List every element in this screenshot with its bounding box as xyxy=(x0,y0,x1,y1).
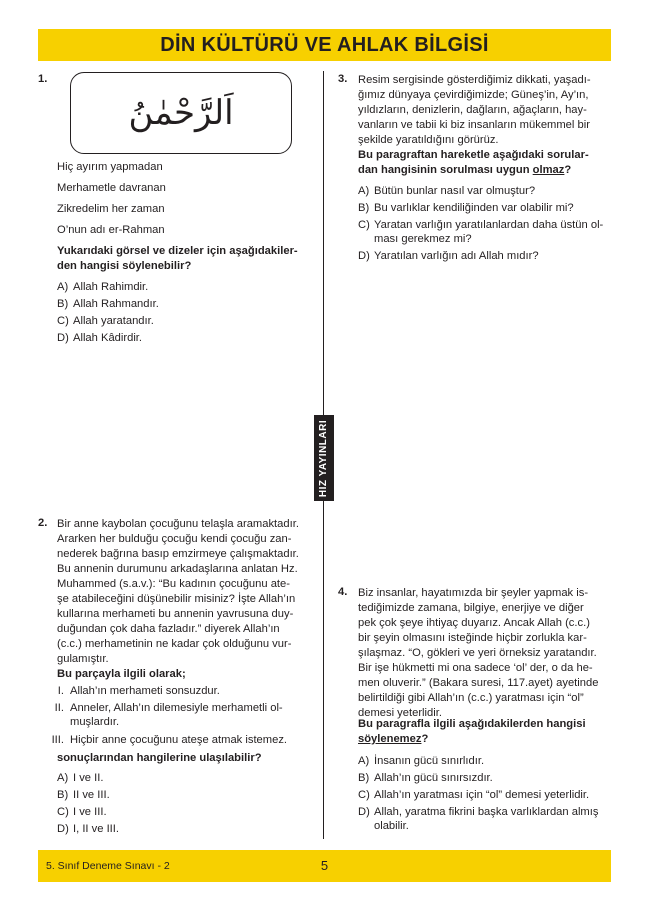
option-label: C) xyxy=(358,219,370,231)
option-text: Yaratılan varlığın adı Allah mıdır? xyxy=(374,250,539,262)
q2-statement-2-cont: muşlardır. xyxy=(70,716,120,728)
option-label: B) xyxy=(57,789,69,801)
q1-stem-line: Yukarıdaki görsel ve dizeler için aşağıdakiler- xyxy=(57,245,298,257)
page-number: 5 xyxy=(320,858,329,873)
q3-option-a[interactable] xyxy=(358,184,535,199)
q2-option-c[interactable] xyxy=(57,805,107,820)
q1-stem-line: den hangisi söylenebilir? xyxy=(57,260,192,272)
exam-name: 5. Sınıf Deneme Sınavı - 2 xyxy=(46,860,170,872)
q2-passage-line: duğundan çok daha fazladır.” diyerek Allah’ın xyxy=(57,623,280,635)
q2-passage xyxy=(57,517,312,667)
page-footer xyxy=(38,850,611,882)
q4-number: 4. xyxy=(338,586,348,598)
q1-option-a[interactable] xyxy=(57,280,148,295)
option-label: D) xyxy=(358,250,370,262)
q1-arabic-box xyxy=(70,72,292,154)
q3-stem-line: Bu paragraftan hareketle aşağıdaki sorular- xyxy=(358,149,589,161)
option-text: I, II ve III. xyxy=(73,823,120,835)
q2-option-b[interactable] xyxy=(57,788,110,803)
q1-poem-line: Zikredelim her zaman xyxy=(57,203,165,215)
q1-option-b[interactable] xyxy=(57,297,159,312)
option-text: I ve II. xyxy=(73,772,104,784)
option-text: İnsanın gücü sınırlıdır. xyxy=(374,755,485,767)
q3-stem-line xyxy=(358,163,611,178)
option-label: B) xyxy=(358,202,370,214)
q2-option-d[interactable] xyxy=(57,822,119,837)
q3-stem-qmark: ? xyxy=(564,164,572,176)
option-text: Bu varlıklar kendiliğinden var olabilir mi? xyxy=(374,202,574,214)
q4-passage-line: Bir işe hükmetti mi ona sadece ‘ol’ der, o da he- xyxy=(358,662,593,674)
q3-number: 3. xyxy=(338,73,348,85)
option-label: C) xyxy=(57,315,69,327)
q4-passage-line: bir şeyin olmasını isteğinde hiçbir zorlukla kar- xyxy=(358,632,587,644)
statement-text: Anneler, Allah’ın dilemesiyle merhametli ol- xyxy=(70,702,283,714)
q2-statement-1 xyxy=(44,684,220,699)
q3-passage-line: ğımız dünyaya çevirdiğimizde; Güneş’in, Ay’ın, xyxy=(358,89,589,101)
q3-option-c-cont: ması gerekmez mi? xyxy=(374,233,472,245)
q2-statement-3 xyxy=(44,733,287,748)
q4-passage-line: şılaşmaz. “O, gökleri ve yeri örneksiz yaratandır. xyxy=(358,647,597,659)
q4-option-a[interactable] xyxy=(358,754,484,769)
option-text: Allah Rahimdir. xyxy=(73,281,149,293)
q3-passage-line: şekilde yaratıldığını görürüz. xyxy=(358,134,499,146)
q4-stem-line: Bu paragrafla ilgili aşağıdakilerden hangisi xyxy=(358,718,586,730)
q2-passage-line: Bir anne kaybolan çocuğunu telaşla aramaktadır. xyxy=(57,518,299,530)
option-text: Yaratan varlığın yaratılanlardan daha üstün ol- xyxy=(374,219,604,231)
q2-number: 2. xyxy=(38,517,48,529)
option-text: Allah yaratandır. xyxy=(73,315,154,327)
q4-passage-line: Biz insanlar, hayatımızda bir şeyler yapmak is- xyxy=(358,587,589,599)
option-text: Bütün bunlar nasıl var olmuştur? xyxy=(374,185,536,197)
q3-stem xyxy=(358,148,611,178)
q1-stem xyxy=(57,244,312,274)
option-label: D) xyxy=(57,332,69,344)
q2-passage-line: gulamıştır. xyxy=(57,653,109,665)
roman-numeral: I. xyxy=(57,685,64,697)
statement-text: Hiçbir anne çocuğunu ateşe atmak istemez. xyxy=(70,734,288,746)
q4-option-d[interactable] xyxy=(358,805,598,820)
q1-arabic-text: اَلرَّحْمٰنُ xyxy=(128,93,234,133)
q4-passage-line: tediğimizde zamana, bilgiye, enerjiye ve diğer xyxy=(358,602,584,614)
q4-option-b[interactable] xyxy=(358,771,493,786)
q4-passage xyxy=(358,586,611,721)
q4-passage-line: pek çok şeye ihtiyaç duyarız. Ancak Allah (c.c.) xyxy=(358,617,590,629)
q2-passage-line: şe atabileceğini düşünebilir misiniz? İşte Allah’ın xyxy=(57,593,296,605)
q1-number: 1. xyxy=(38,73,48,85)
option-label: D) xyxy=(57,823,69,835)
q4-stem-qmark: ? xyxy=(421,733,429,745)
publisher-tag xyxy=(314,415,334,501)
q3-option-d[interactable] xyxy=(358,249,539,264)
q1-poem-line: Hiç ayırım yapmadan xyxy=(57,161,163,173)
q4-passage-line: men oluverir.” (Bakara suresi, 117.ayet) ayetinde xyxy=(358,677,599,689)
q3-passage xyxy=(358,73,611,148)
option-label: A) xyxy=(57,772,69,784)
option-text: Allah Kâdirdir. xyxy=(73,332,143,344)
option-text: Allah Rahmandır. xyxy=(73,298,159,310)
option-label: A) xyxy=(57,281,69,293)
q2-passage-line: (c.c.) merhametinin ne kadar çok olduğunu vur- xyxy=(57,638,292,650)
q4-option-d-cont: olabilir. xyxy=(374,820,409,832)
q3-option-b[interactable] xyxy=(358,201,574,216)
option-text: II ve III. xyxy=(73,789,110,801)
option-text: Allah’ın gücü sınırsızdır. xyxy=(374,772,493,784)
option-label: D) xyxy=(358,806,370,818)
q4-option-c[interactable] xyxy=(358,788,589,803)
q2-passage-line: kullarına merhameti bu annenin yavrusuna duy- xyxy=(57,608,294,620)
option-label: B) xyxy=(358,772,370,784)
option-label: C) xyxy=(57,806,69,818)
q1-option-c[interactable] xyxy=(57,314,154,329)
q3-passage-line: yıldızların, denizlerin, dağların, ağaçların, hay- xyxy=(358,104,587,116)
statement-text: Allah’ın merhameti sonsuzdur. xyxy=(70,685,220,697)
publisher-label: HIZ YAYINLARI xyxy=(318,419,330,497)
q2-passage-line: Ararken her bulduğu çocuğu kendi çocuğu zan- xyxy=(57,533,292,545)
q2-passage-line: Bu annenin durumunu arkadaşlarına anlatan Hz. xyxy=(57,563,298,575)
q3-stem-text: dan hangisinin sorulması uygun xyxy=(358,164,533,176)
q4-stem xyxy=(358,717,611,747)
roman-numeral: II. xyxy=(54,702,64,714)
q1-poem-line: O’nun adı er-Rahman xyxy=(57,224,165,236)
q4-stem-line xyxy=(358,732,611,747)
q3-passage-line: vanların ve tabii ki biz insanların mükemmel bir xyxy=(358,119,590,131)
option-text: I ve III. xyxy=(73,806,107,818)
option-text: Allah’ın yaratması için “ol” demesi yeterlidir. xyxy=(374,789,590,801)
q3-stem-negation: olmaz xyxy=(532,164,565,176)
option-text: Allah, yaratma fikrini başka varlıklardan almış xyxy=(374,806,599,818)
q4-passage-line: belirtildiği gibi Allah’ın (c.c.) yaratması için “ol” xyxy=(358,692,584,704)
q2-stem-intro: Bu parçayla ilgili olarak; xyxy=(57,668,186,680)
q2-passage-line: nederek bağrına basıp emzirmeye çalışmaktadır. xyxy=(57,548,299,560)
option-label: C) xyxy=(358,789,370,801)
option-label: A) xyxy=(358,755,370,767)
q2-passage-line: Muhammed (s.a.v.): “Bu kadının çocuğunu ate- xyxy=(57,578,290,590)
q3-passage-line: Resim sergisinde gösterdiğimiz dikkati, yaşadı- xyxy=(358,74,591,86)
q2-option-a[interactable] xyxy=(57,771,103,786)
option-label: A) xyxy=(358,185,370,197)
option-label: B) xyxy=(57,298,69,310)
q4-stem-negation: söylenemez xyxy=(358,733,422,745)
subject-title: DİN KÜLTÜRÜ VE AHLAK BİLGİSİ xyxy=(160,33,489,56)
q1-poem-line: Merhametle davranan xyxy=(57,182,166,194)
q2-statement-2 xyxy=(44,701,283,716)
roman-numeral: III. xyxy=(51,734,64,746)
q1-option-d[interactable] xyxy=(57,331,142,346)
q3-option-c[interactable] xyxy=(358,218,603,233)
q4-passage-line: demesi yeterlidir. xyxy=(358,707,442,719)
q2-stem-end: sonuçlarından hangilerine ulaşılabilir? xyxy=(57,752,262,764)
page-header xyxy=(38,29,611,61)
